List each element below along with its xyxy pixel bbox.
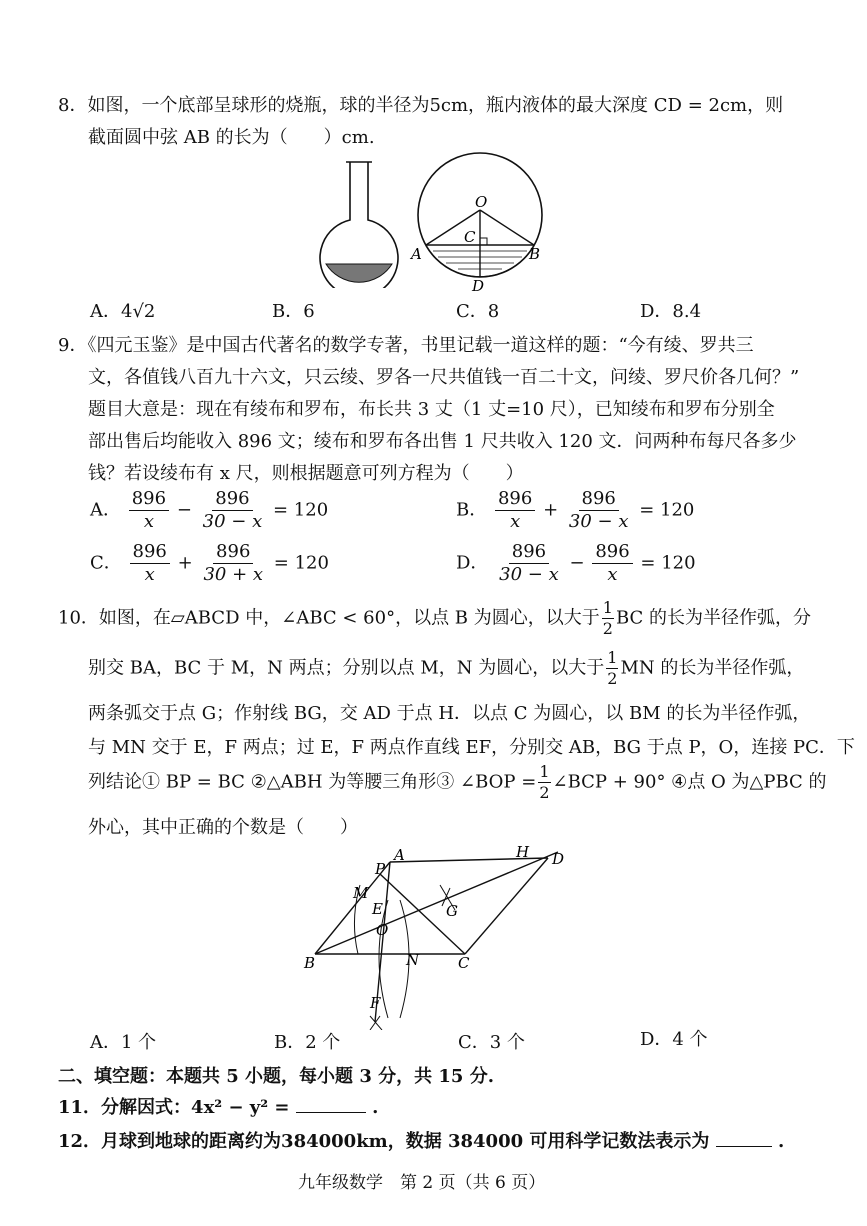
q9-option-a[interactable] bbox=[90, 488, 328, 533]
q9-line-2: 文，各值钱八百九十六文，只云绫、罗各一尺共值钱一百二十文，问绫、罗尺价各几何？” bbox=[88, 367, 800, 388]
q9-option-b-op: + bbox=[543, 499, 559, 521]
q10-line-1: 10．如图，在▱ABCD 中，∠ABC < 60°，以点 B 为圆心，以大于 $\frac{1}{2}$ BC 的长为半径作弧，分 bbox=[58, 598, 811, 638]
q10-line-2: 别交 BA，BC 于 M，N 两点；分别以点 M，N 为圆心，以大于 $\frac{1}{2}$ MN 的长为半径作弧， bbox=[88, 648, 805, 688]
q8-label-d: D bbox=[472, 277, 485, 295]
page-footer: 九年级数学 第 2 页（共 6 页） bbox=[298, 1173, 546, 1193]
q12-answer-blank[interactable] bbox=[716, 1128, 772, 1147]
q9-option-b[interactable] bbox=[456, 488, 694, 533]
q10-option-c[interactable]: C．3 个 bbox=[458, 1032, 525, 1053]
q9-line-5: 钱？若设绫布有 x 尺，则根据题意可列方程为（ ） bbox=[88, 463, 524, 484]
q8-option-d[interactable]: D．8.4 bbox=[640, 301, 702, 322]
q9-option-c-rhs: = 120 bbox=[273, 552, 329, 574]
q10-label-o: O bbox=[376, 921, 389, 939]
q10-label-f: F bbox=[370, 994, 381, 1012]
q12-text: 12．月球到地球的距离约为384000km，数据 384000 可用科学记数法表示为 bbox=[58, 1131, 710, 1152]
q8-option-b[interactable]: B．6 bbox=[272, 301, 315, 322]
q8-label-c: C bbox=[464, 228, 476, 246]
q9-option-c-frac-1: $\frac{896}{x}$ bbox=[130, 541, 170, 586]
q9-option-a-frac-2: $\frac{896}{30 - x}$ bbox=[202, 488, 263, 532]
q12: 12．月球到地球的距离约为384000km，数据 384000 可用科学记数法表示为 . bbox=[58, 1127, 784, 1153]
q11-text: 11．分解因式：4x² − y² = bbox=[58, 1097, 290, 1118]
q9-option-d-rhs: = 120 bbox=[640, 552, 696, 574]
q10-label-m: M bbox=[353, 884, 369, 902]
q9-option-a-label: A． bbox=[90, 499, 121, 521]
q9-option-c[interactable] bbox=[90, 541, 329, 586]
q9-option-c-label: C． bbox=[90, 552, 122, 574]
q9-option-d-op: − bbox=[569, 552, 585, 574]
q9-line-4: 部出售后均能收入 896 文；绫布和罗布各出售 1 尺共收入 120 文．问两种布每尺各多少 bbox=[88, 431, 797, 452]
q8-option-a[interactable]: A．4√2 bbox=[90, 301, 156, 322]
q9-option-b-rhs: = 120 bbox=[639, 499, 695, 521]
q10-option-a[interactable]: A．1 个 bbox=[90, 1032, 157, 1053]
q8-label-a: A bbox=[411, 245, 422, 263]
q9-option-d-label: D． bbox=[456, 552, 489, 574]
q10-label-n: N bbox=[406, 951, 420, 969]
q9-option-b-frac-2: $\frac{896}{30 - x}$ bbox=[568, 488, 629, 532]
q10-line-3: 两条弧交于点 G；作射线 BG，交 AD 于点 H．以点 C 为圆心，以 BM 的长为半径作弧， bbox=[88, 703, 811, 724]
q10-label-d: D bbox=[552, 850, 565, 868]
q10-option-d[interactable]: D．4 个 bbox=[640, 1029, 708, 1050]
q8-flask-figure bbox=[318, 160, 400, 288]
q10-line-6: 外心，其中正确的个数是（ ） bbox=[88, 817, 358, 838]
q9-option-b-label: B． bbox=[456, 499, 488, 521]
section-2-heading: 二、填空题：本题共 5 小题，每小题 3 分，共 15 分. bbox=[58, 1066, 494, 1087]
q10-label-e: E bbox=[372, 900, 383, 918]
q8-option-c[interactable]: C．8 bbox=[456, 301, 500, 322]
q8-circle-figure bbox=[408, 150, 558, 295]
q9-option-b-frac-1: $\frac{896}{x}$ bbox=[495, 488, 535, 533]
q10-label-c: C bbox=[458, 954, 470, 972]
q10-label-b: B bbox=[304, 954, 316, 972]
q10-label-h: H bbox=[516, 843, 530, 861]
q8-line-1: 8．如图，一个底部呈球形的烧瓶，球的半径为5cm，瓶内液体的最大深度 CD = 2cm，则 bbox=[58, 95, 784, 116]
q9-option-d[interactable] bbox=[456, 541, 696, 586]
q9-option-d-frac-2: $\frac{896}{x}$ bbox=[592, 541, 632, 586]
q10-option-b[interactable]: B．2 个 bbox=[274, 1032, 341, 1053]
q9-option-a-op: − bbox=[176, 499, 192, 521]
q10-label-a: A bbox=[394, 846, 405, 864]
q9-option-d-frac-1: $\frac{896}{30 - x}$ bbox=[499, 541, 559, 585]
q8-label-o: O bbox=[475, 193, 488, 211]
q8-line-2: 截面圆中弦 AB 的长为（ ）cm. bbox=[88, 127, 375, 148]
q9-line-1: 9．《四元玉鉴》是中国古代著名的数学专著，书里记载一道这样的题：“今有绫、罗共三 bbox=[58, 335, 754, 356]
q9-option-c-op: + bbox=[177, 552, 193, 574]
q8-label-b: B bbox=[529, 245, 541, 263]
q11: 11．分解因式：4x² − y² = . bbox=[58, 1093, 378, 1119]
q9-option-a-rhs: = 120 bbox=[272, 499, 329, 521]
q9-line-3: 题目大意是：现在有绫布和罗布，布长共 3 丈（1 丈=10 尺），已知绫布和罗布分别全 bbox=[88, 399, 775, 420]
q9-option-a-frac-1: $\frac{896}{x}$ bbox=[129, 488, 169, 533]
q11-answer-blank[interactable] bbox=[296, 1094, 366, 1113]
q10-parallelogram-figure bbox=[300, 840, 580, 1030]
q10-label-p: P bbox=[375, 860, 386, 878]
q10-line-5: 列结论① BP = BC ②△ABH 为等腰三角形③ ∠BOP = $\frac{1}{2}$ ∠BCP + 90° ④点 O 为△PBC 的 bbox=[88, 762, 827, 802]
q10-line-4: 与 MN 交于 E，F 两点；过 E，F 两点作直线 EF，分别交 AB，BG 于点 P，O，连接 PC．下 bbox=[88, 737, 855, 758]
q10-label-g: G bbox=[446, 902, 458, 920]
q9-option-c-frac-2: $\frac{896}{30 + x}$ bbox=[203, 541, 264, 585]
